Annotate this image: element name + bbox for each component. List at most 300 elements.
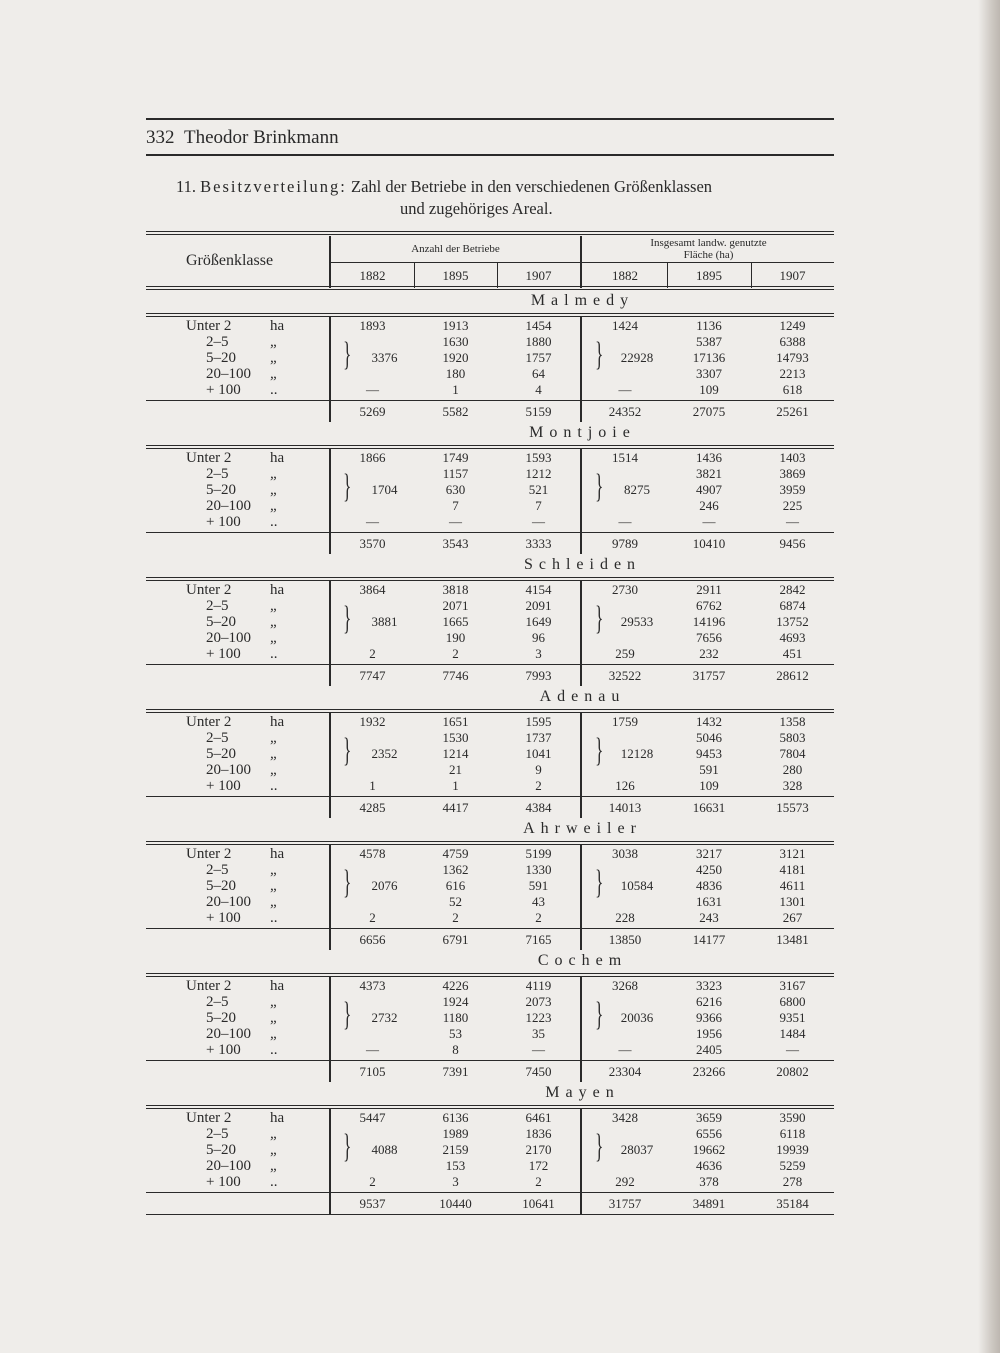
size-class-label: Unter 2 [186, 846, 232, 862]
data-cell: 3038 [612, 846, 638, 861]
bracket-mark: } [343, 864, 352, 901]
total-rule [146, 1192, 834, 1193]
data-cell: 3864 [359, 582, 386, 597]
size-class-label: 2–5 [206, 598, 229, 614]
data-cell: 1924 [442, 994, 469, 1009]
size-class-label: 20–100 [206, 762, 251, 778]
data-cell-merged: 8275 [624, 482, 650, 497]
data-cell: 3821 [696, 466, 722, 481]
district-rule [146, 1105, 834, 1106]
data-cell: 1403 [779, 450, 806, 465]
data-cell: 1757 [525, 350, 552, 365]
data-cell: 7656 [696, 630, 722, 645]
data-cell: 3818 [442, 582, 469, 597]
size-class-unit: ha [270, 846, 285, 862]
data-cell: 3 [535, 646, 542, 661]
size-class-label: Unter 2 [186, 714, 232, 730]
data-cell: 292 [615, 1174, 635, 1189]
data-cell: 1866 [359, 450, 386, 465]
table-top-rule [146, 231, 834, 232]
total-cell: 7746 [442, 668, 469, 683]
data-cell: 1362 [442, 862, 469, 877]
year-header: 1882 [612, 268, 638, 283]
size-class-unit: „ [270, 1026, 277, 1042]
total-cell: 25261 [776, 404, 809, 419]
data-cell-merged: 1704 [371, 482, 398, 497]
data-cell: 5259 [779, 1158, 806, 1173]
year-header: 1882 [359, 268, 386, 283]
size-class-unit: „ [270, 994, 277, 1010]
data-cell: 1880 [525, 334, 552, 349]
data-cell: 53 [449, 1026, 462, 1041]
data-cell: 5199 [525, 846, 552, 861]
vline-body [329, 448, 331, 554]
data-cell: 3323 [696, 978, 722, 993]
size-class-unit: „ [270, 746, 277, 762]
vline-body [329, 844, 331, 950]
data-cell-merged: 2076 [371, 878, 398, 893]
vline-header [497, 262, 498, 288]
vline-header [751, 262, 752, 288]
size-class-unit: „ [270, 334, 277, 350]
total-cell: 6656 [359, 932, 386, 947]
size-class-unit: „ [270, 366, 277, 382]
data-cell: — [449, 514, 462, 529]
col-group-count-header: Anzahl der Betriebe [411, 243, 500, 255]
district-name: Mayen [545, 1084, 620, 1101]
total-rule [146, 796, 834, 797]
data-cell: 4836 [696, 878, 722, 893]
size-class-label: 2–5 [206, 466, 229, 482]
total-cell: 6791 [442, 932, 469, 947]
data-cell: 2730 [612, 582, 638, 597]
data-cell: 64 [532, 366, 545, 381]
size-class-unit: ha [270, 714, 285, 730]
total-cell: 7165 [525, 932, 552, 947]
vline-body [580, 712, 582, 818]
data-cell: 153 [445, 1158, 466, 1173]
district-rule [146, 577, 834, 578]
data-cell: 4759 [442, 846, 469, 861]
col-group-area-header-2: Fläche (ha) [683, 249, 734, 261]
data-cell: 6874 [779, 598, 806, 613]
data-cell: 1649 [525, 614, 552, 629]
data-cell: 14793 [776, 350, 809, 365]
total-cell: 9456 [779, 536, 806, 551]
size-class-label: 20–100 [206, 630, 251, 646]
table-top-rule-2 [146, 234, 834, 235]
data-cell: 5387 [696, 334, 722, 349]
size-class-unit: „ [270, 1126, 277, 1142]
page-edge-shadow [978, 0, 1000, 1353]
bracket-mark: } [595, 1128, 604, 1165]
data-cell: 2 [535, 1174, 542, 1189]
data-cell: 9453 [696, 746, 722, 761]
data-cell: — [532, 514, 545, 529]
data-cell: 2405 [696, 1042, 722, 1057]
data-cell-merged: 28037 [620, 1142, 654, 1157]
data-cell: 3869 [779, 466, 806, 481]
table-title-emphasis: Besitzverteilung: [200, 177, 347, 196]
table-number: 11. [176, 177, 197, 196]
bracket-mark: } [595, 996, 604, 1033]
district-rule [146, 316, 834, 317]
data-cell: — [786, 514, 799, 529]
data-cell: 1530 [442, 730, 469, 745]
data-cell: 1 [452, 778, 459, 793]
data-cell: 4611 [779, 878, 806, 893]
total-cell: 7993 [525, 668, 552, 683]
data-cell: 1214 [442, 746, 469, 761]
bracket-mark: } [343, 996, 352, 1033]
size-class-unit: ha [270, 1110, 285, 1126]
header-bottom-double-rule-2 [146, 289, 834, 290]
total-cell: 23266 [692, 1064, 726, 1079]
data-cell: 521 [528, 482, 549, 497]
data-cell: 3307 [696, 366, 722, 381]
data-cell: 6762 [696, 598, 722, 613]
size-class-unit: ha [270, 450, 285, 466]
data-cell: — [618, 382, 632, 397]
data-cell: 1432 [696, 714, 722, 729]
size-class-unit: „ [270, 498, 277, 514]
data-cell: 328 [782, 778, 803, 793]
data-cell: 2 [369, 646, 376, 661]
total-cell: 3333 [525, 536, 552, 551]
header-bottom-double-rule [146, 286, 834, 287]
total-cell: 7450 [525, 1064, 552, 1079]
size-class-unit: .. [270, 646, 278, 662]
vline-header [329, 236, 331, 288]
size-class-label: 20–100 [206, 894, 251, 910]
data-cell: 2 [369, 1174, 376, 1189]
total-cell: 13850 [608, 932, 642, 947]
data-cell: 4907 [696, 482, 722, 497]
year-header: 1907 [525, 268, 552, 283]
data-cell: 1 [452, 382, 459, 397]
size-class-unit: ha [270, 582, 285, 598]
data-cell: 172 [528, 1158, 549, 1173]
data-cell: 43 [532, 894, 545, 909]
data-cell: 96 [532, 630, 545, 645]
size-class-label: + 100 [206, 910, 241, 926]
data-cell: 2911 [696, 582, 722, 597]
data-cell: 278 [782, 1174, 803, 1189]
data-cell: 2073 [525, 994, 552, 1009]
district-name: Cochem [537, 952, 628, 969]
bracket-mark: } [595, 864, 604, 901]
data-cell: 225 [782, 498, 803, 513]
vline-body [329, 976, 331, 1082]
size-class-unit: ha [270, 318, 285, 334]
data-cell: 3268 [612, 978, 638, 993]
data-cell: 1759 [612, 714, 638, 729]
data-cell: — [702, 514, 716, 529]
data-cell: 4693 [779, 630, 806, 645]
data-cell: 35 [532, 1026, 545, 1041]
data-cell: 3217 [696, 846, 722, 861]
vline-body [329, 1108, 331, 1214]
data-cell-merged: 2352 [371, 746, 398, 761]
total-cell: 16631 [692, 800, 726, 815]
size-class-unit: „ [270, 894, 277, 910]
header-bottom-rule [146, 154, 834, 156]
size-class-label: 5–20 [206, 614, 236, 630]
running-header [146, 127, 339, 149]
total-cell: 13481 [776, 932, 809, 947]
size-class-label: Unter 2 [186, 978, 232, 994]
year-header: 1895 [696, 268, 722, 283]
bracket-mark: } [343, 732, 352, 769]
total-cell: 24352 [608, 404, 642, 419]
data-cell: 19939 [776, 1142, 809, 1157]
vline-body [580, 580, 582, 686]
total-cell: 34891 [692, 1196, 726, 1211]
data-cell: 451 [782, 646, 803, 661]
size-class-unit: „ [270, 350, 277, 366]
size-class-unit: „ [270, 1142, 277, 1158]
data-cell: 9351 [779, 1010, 806, 1025]
data-cell: 1249 [779, 318, 806, 333]
total-cell: 10440 [439, 1196, 472, 1211]
data-cell: 6461 [525, 1110, 552, 1125]
data-cell: 1651 [442, 714, 469, 729]
data-cell: 2 [452, 910, 459, 925]
data-cell: 4154 [525, 582, 552, 597]
size-class-label: 5–20 [206, 746, 236, 762]
data-cell: 1956 [696, 1026, 722, 1041]
data-cell: 1424 [612, 318, 638, 333]
data-cell: 1041 [525, 746, 552, 761]
data-cell: 6136 [442, 1110, 469, 1125]
data-cell: 9 [535, 762, 542, 777]
size-class-label: Unter 2 [186, 582, 232, 598]
data-cell: 1595 [525, 714, 552, 729]
total-cell: 4417 [442, 800, 469, 815]
district-rule [146, 313, 834, 314]
size-class-unit: .. [270, 910, 278, 926]
vline-body [580, 976, 582, 1082]
data-cell: 3659 [696, 1110, 722, 1125]
bracket-mark: } [595, 600, 604, 637]
data-cell: 4119 [525, 978, 552, 993]
size-class-unit: .. [270, 514, 278, 530]
data-cell: 1920 [442, 350, 469, 365]
data-cell: 190 [445, 630, 466, 645]
data-cell: 6800 [779, 994, 806, 1009]
data-cell: 5447 [359, 1110, 386, 1125]
size-class-label: 5–20 [206, 482, 236, 498]
data-cell: 7 [535, 498, 542, 513]
data-cell-merged: 22928 [620, 350, 654, 365]
total-cell: 4285 [359, 800, 386, 815]
table-title [176, 177, 712, 197]
district-name: Montjoie [529, 424, 636, 441]
subheader-rule [331, 262, 834, 263]
data-cell: 19662 [692, 1142, 726, 1157]
size-class-label: + 100 [206, 1174, 241, 1190]
data-cell-merged: 3881 [371, 614, 398, 629]
size-class-label: 20–100 [206, 1158, 251, 1174]
data-cell-merged: 29533 [620, 614, 654, 629]
district-rule [146, 1108, 834, 1109]
data-cell: 1180 [442, 1010, 469, 1025]
total-cell: 14013 [608, 800, 642, 815]
bracket-mark: } [595, 468, 604, 505]
size-class-label: 2–5 [206, 1126, 229, 1142]
total-cell: 14177 [692, 932, 726, 947]
total-rule [146, 400, 834, 401]
data-cell: 378 [699, 1174, 719, 1189]
size-class-label: 5–20 [206, 1010, 236, 1026]
size-class-unit: „ [270, 466, 277, 482]
bracket-mark: } [595, 732, 604, 769]
vline-header [414, 262, 415, 288]
data-cell: 4250 [696, 862, 722, 877]
data-cell: 52 [449, 894, 462, 909]
data-cell: 232 [699, 646, 719, 661]
size-class-label: 5–20 [206, 1142, 236, 1158]
data-cell: — [618, 1042, 632, 1057]
district-name: Ahrweiler [523, 820, 642, 837]
data-cell: 6118 [779, 1126, 806, 1141]
data-cell: 2091 [525, 598, 552, 613]
data-cell: 6556 [696, 1126, 722, 1141]
district-rule [146, 976, 834, 977]
data-cell: 7804 [779, 746, 806, 761]
total-cell: 10641 [522, 1196, 555, 1211]
data-cell-merged: 10584 [620, 878, 654, 893]
data-cell: 5803 [779, 730, 806, 745]
data-cell: 246 [699, 498, 719, 513]
district-rule [146, 445, 834, 446]
data-cell: — [786, 1042, 799, 1057]
size-class-label: 20–100 [206, 1026, 251, 1042]
data-cell: 2071 [442, 598, 469, 613]
data-cell: 8 [452, 1042, 459, 1057]
data-cell: — [366, 514, 379, 529]
data-cell: 3167 [779, 978, 806, 993]
data-cell: 2 [535, 910, 542, 925]
total-cell: 10410 [692, 536, 726, 551]
size-class-label: + 100 [206, 778, 241, 794]
data-cell: 4 [535, 382, 542, 397]
data-cell: 180 [445, 366, 466, 381]
data-cell: 1893 [359, 318, 386, 333]
district-name: Schleiden [523, 556, 642, 573]
total-cell: 28612 [776, 668, 809, 683]
data-cell-merged: 20036 [620, 1010, 654, 1025]
data-cell: 1932 [359, 714, 386, 729]
bracket-mark: } [343, 336, 352, 373]
total-cell: 20802 [776, 1064, 809, 1079]
size-class-unit: „ [270, 762, 277, 778]
data-cell: 1989 [442, 1126, 469, 1141]
vline-body [580, 448, 582, 554]
data-cell: 3590 [779, 1110, 806, 1125]
data-cell: 7 [452, 498, 459, 513]
district-rule [146, 712, 834, 713]
size-class-unit: „ [270, 630, 277, 646]
vline-body [329, 712, 331, 818]
data-cell: 4636 [696, 1158, 722, 1173]
bracket-mark: } [343, 1128, 352, 1165]
size-class-label: 2–5 [206, 994, 229, 1010]
data-cell: 3959 [779, 482, 806, 497]
data-cell-merged: 3376 [371, 350, 398, 365]
size-class-label: Unter 2 [186, 450, 232, 466]
vline-body [580, 1108, 582, 1214]
district-rule [146, 844, 834, 845]
vline-header [667, 262, 668, 288]
data-cell: 267 [782, 910, 803, 925]
vline-body [329, 580, 331, 686]
data-cell: — [366, 382, 379, 397]
data-cell: 1749 [442, 450, 469, 465]
size-class-unit: .. [270, 382, 278, 398]
data-cell: 5046 [696, 730, 722, 745]
table-title-line2: und zugehöriges Areal. [400, 199, 553, 218]
data-cell: 2159 [442, 1142, 469, 1157]
vline-body [329, 316, 331, 422]
district-rule [146, 580, 834, 581]
data-cell: — [618, 514, 632, 529]
size-class-unit: „ [270, 1010, 277, 1026]
data-cell-merged: 2732 [371, 1010, 398, 1025]
total-rule [146, 532, 834, 533]
data-cell: 1836 [525, 1126, 552, 1141]
table-title-rest: Zahl der Betriebe in den verschiedenen Größenklassen [351, 177, 713, 196]
data-cell: 2842 [779, 582, 806, 597]
running-author: Theodor Brinkmann [184, 127, 339, 148]
size-class-unit: .. [270, 1174, 278, 1190]
size-class-unit: „ [270, 482, 277, 498]
data-cell: 1630 [442, 334, 469, 349]
district-rule [146, 973, 834, 974]
vline-header [580, 236, 582, 288]
data-cell: 13752 [776, 614, 809, 629]
bracket-mark: } [343, 600, 352, 637]
total-cell: 27075 [692, 404, 726, 419]
data-cell: 6388 [779, 334, 806, 349]
size-class-label: 2–5 [206, 862, 229, 878]
data-cell-merged: 4088 [371, 1142, 398, 1157]
data-cell: 616 [445, 878, 466, 893]
size-class-label: 5–20 [206, 878, 236, 894]
data-cell: 1436 [696, 450, 722, 465]
vline-body [580, 316, 582, 422]
data-cell: 1212 [525, 466, 552, 481]
data-cell: 14196 [692, 614, 726, 629]
total-cell: 7391 [442, 1064, 469, 1079]
data-cell: 3121 [779, 846, 806, 861]
total-cell: 31757 [692, 668, 726, 683]
bracket-mark: } [343, 468, 352, 505]
total-cell: 31757 [608, 1196, 642, 1211]
size-class-label: 2–5 [206, 334, 229, 350]
size-class-unit: „ [270, 862, 277, 878]
data-cell: 1631 [696, 894, 722, 909]
header-top-rule [146, 118, 834, 120]
total-cell: 5582 [442, 404, 469, 419]
data-cell: 4578 [359, 846, 386, 861]
total-cell: 7747 [359, 668, 386, 683]
data-cell: 1593 [525, 450, 552, 465]
size-class-unit: ha [270, 978, 285, 994]
total-cell: 9789 [612, 536, 638, 551]
district-rule [146, 448, 834, 449]
data-cell: 280 [782, 762, 803, 777]
